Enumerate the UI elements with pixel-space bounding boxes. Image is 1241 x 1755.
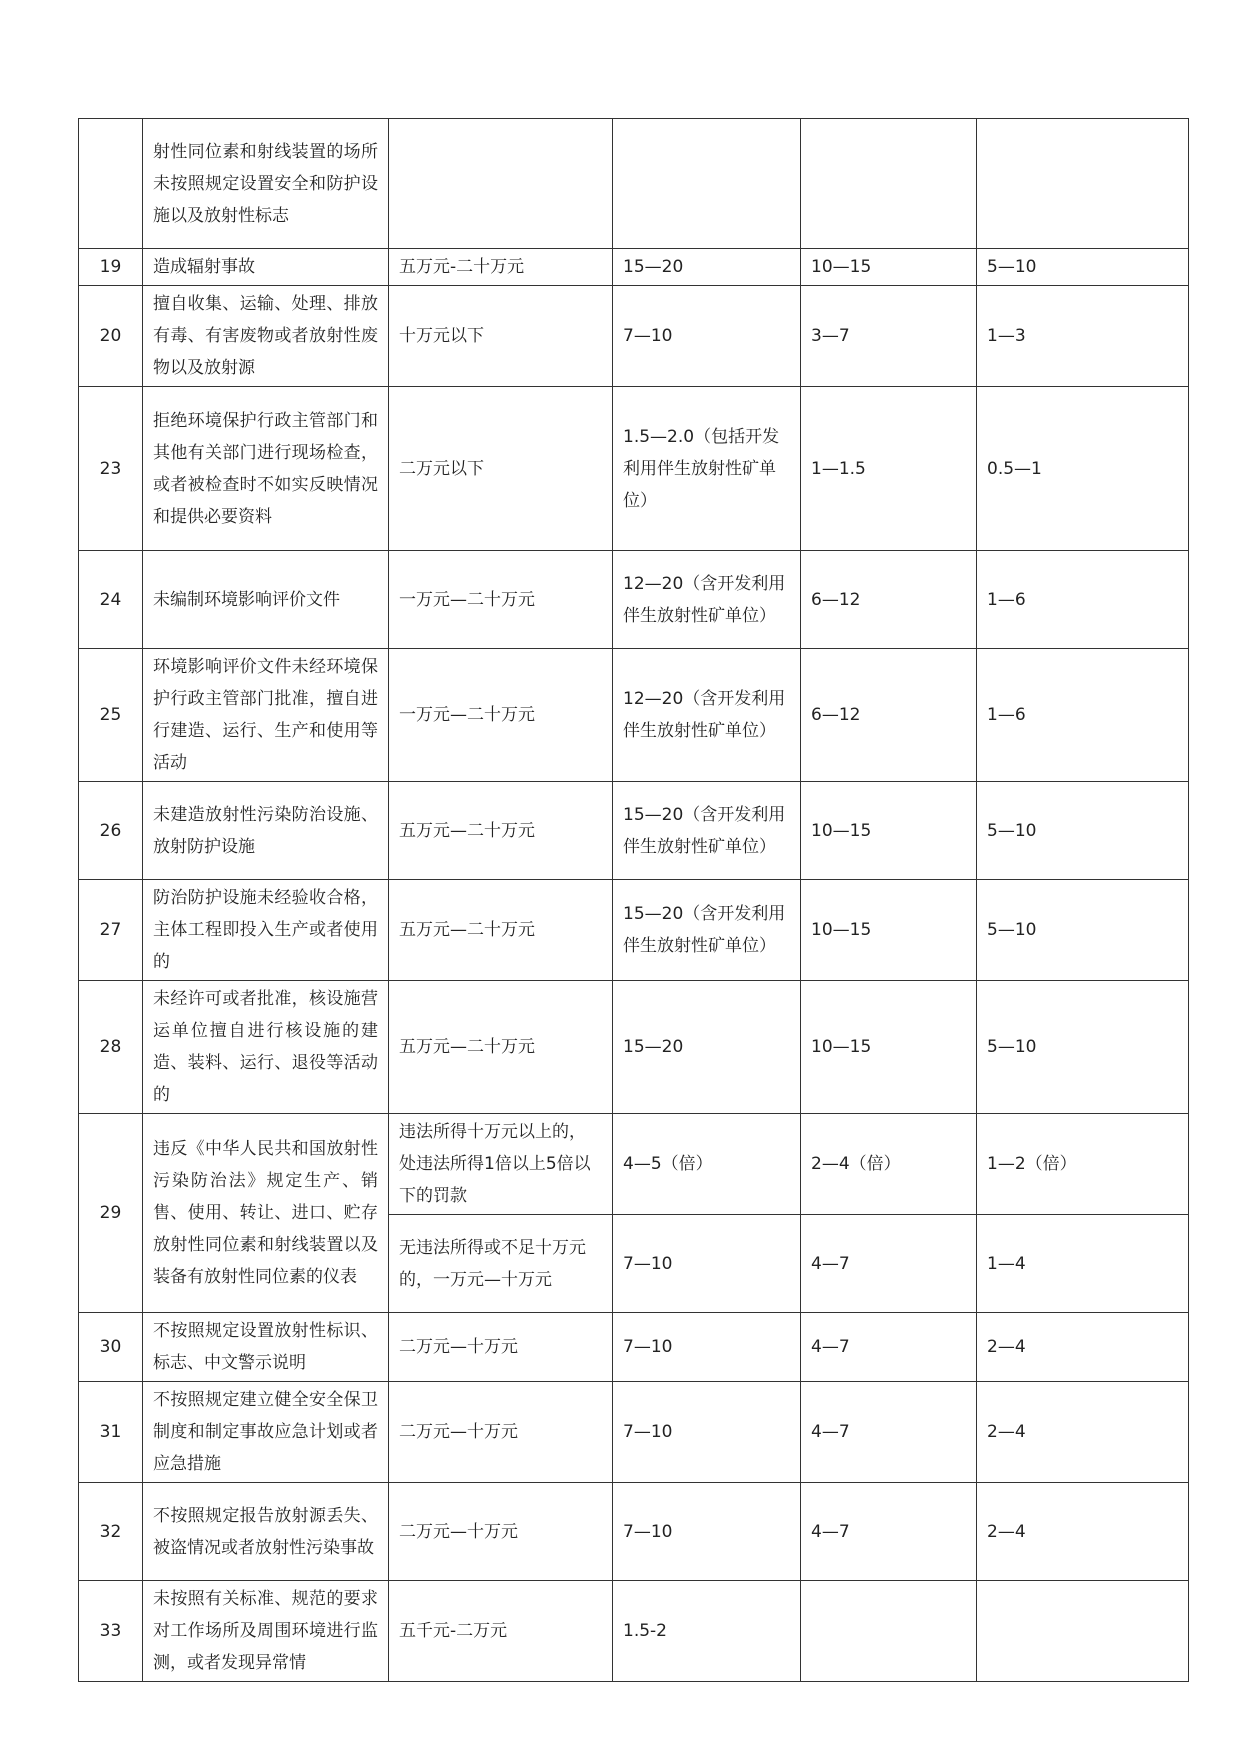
penalty-table (78, 118, 1189, 1682)
moderate-multiple: 10—15 (801, 981, 977, 1114)
minor-multiple: 5—10 (977, 880, 1189, 981)
minor-multiple: 5—10 (977, 782, 1189, 880)
fine-range: 二万元—十万元 (389, 1483, 613, 1581)
violation-description: 未经许可或者批准，核设施营运单位擅自进行核设施的建造、装料、运行、退役等活动的 (143, 981, 389, 1114)
row-number: 26 (79, 782, 143, 880)
moderate-multiple (801, 119, 977, 249)
severe-multiple: 7—10 (613, 1483, 801, 1581)
minor-multiple: 1—2（倍） (977, 1114, 1189, 1215)
table-row (79, 1382, 1189, 1483)
row-number: 19 (79, 249, 143, 286)
minor-multiple: 2—4 (977, 1313, 1189, 1382)
violation-description: 违反《中华人民共和国放射性污染防治法》规定生产、销售、使用、转让、进口、贮存放射性同位素和射线装置以及装备有放射性同位素的仪表 (143, 1114, 389, 1313)
table-row (79, 249, 1189, 286)
row-number (79, 119, 143, 249)
row-number: 23 (79, 387, 143, 551)
row-number: 29 (79, 1114, 143, 1313)
moderate-multiple: 6—12 (801, 551, 977, 649)
moderate-multiple: 10—15 (801, 880, 977, 981)
severe-multiple: 1.5-2 (613, 1581, 801, 1682)
violation-description: 射性同位素和射线装置的场所未按照规定设置安全和防护设施以及放射性标志 (143, 119, 389, 249)
row-number: 25 (79, 649, 143, 782)
minor-multiple: 1—6 (977, 551, 1189, 649)
minor-multiple: 2—4 (977, 1382, 1189, 1483)
fine-range: 十万元以下 (389, 286, 613, 387)
severe-multiple: 1.5—2.0（包括开发利用伴生放射性矿单位） (613, 387, 801, 551)
moderate-multiple: 1—1.5 (801, 387, 977, 551)
severe-multiple: 12—20（含开发利用伴生放射性矿单位） (613, 551, 801, 649)
violation-description: 擅自收集、运输、处理、排放有毒、有害废物或者放射性废物以及放射源 (143, 286, 389, 387)
fine-range: 一万元—二十万元 (389, 551, 613, 649)
severe-multiple: 15—20（含开发利用伴生放射性矿单位） (613, 782, 801, 880)
table-row (79, 981, 1189, 1114)
minor-multiple: 5—10 (977, 249, 1189, 286)
minor-multiple: 1—6 (977, 649, 1189, 782)
violation-description: 未建造放射性污染防治设施、放射防护设施 (143, 782, 389, 880)
violation-description: 防治防护设施未经验收合格，主体工程即投入生产或者使用的 (143, 880, 389, 981)
severe-multiple (613, 119, 801, 249)
fine-range: 五万元-二十万元 (389, 249, 613, 286)
table-row (79, 286, 1189, 387)
violation-description: 环境影响评价文件未经环境保护行政主管部门批准，擅自进行建造、运行、生产和使用等活动 (143, 649, 389, 782)
minor-multiple: 1—4 (977, 1215, 1189, 1313)
table-row (79, 1313, 1189, 1382)
table-row (79, 551, 1189, 649)
fine-range: 二万元—十万元 (389, 1313, 613, 1382)
moderate-multiple (801, 1581, 977, 1682)
severe-multiple: 7—10 (613, 286, 801, 387)
moderate-multiple: 4—7 (801, 1382, 977, 1483)
table-row (79, 649, 1189, 782)
minor-multiple (977, 119, 1189, 249)
table-row (79, 782, 1189, 880)
fine-range: 五千元-二万元 (389, 1581, 613, 1682)
fine-range: 五万元—二十万元 (389, 981, 613, 1114)
minor-multiple: 5—10 (977, 981, 1189, 1114)
fine-range: 无违法所得或不足十万元的，一万元—十万元 (389, 1215, 613, 1313)
table-row (79, 119, 1189, 249)
fine-range: 五万元—二十万元 (389, 782, 613, 880)
fine-range (389, 119, 613, 249)
row-number: 31 (79, 1382, 143, 1483)
minor-multiple: 1—3 (977, 286, 1189, 387)
moderate-multiple: 10—15 (801, 782, 977, 880)
moderate-multiple: 2—4（倍） (801, 1114, 977, 1215)
fine-range: 一万元—二十万元 (389, 649, 613, 782)
moderate-multiple: 4—7 (801, 1215, 977, 1313)
moderate-multiple: 4—7 (801, 1313, 977, 1382)
violation-description: 未编制环境影响评价文件 (143, 551, 389, 649)
row-number: 24 (79, 551, 143, 649)
violation-description: 拒绝环境保护行政主管部门和其他有关部门进行现场检查，或者被检查时不如实反映情况和提供必要资料 (143, 387, 389, 551)
severe-multiple: 7—10 (613, 1382, 801, 1483)
severe-multiple: 15—20 (613, 249, 801, 286)
severe-multiple: 7—10 (613, 1313, 801, 1382)
table-row (79, 1581, 1189, 1682)
severe-multiple: 12—20（含开发利用伴生放射性矿单位） (613, 649, 801, 782)
moderate-multiple: 6—12 (801, 649, 977, 782)
violation-description: 造成辐射事故 (143, 249, 389, 286)
table-row (79, 387, 1189, 551)
minor-multiple: 0.5—1 (977, 387, 1189, 551)
fine-range: 二万元以下 (389, 387, 613, 551)
severe-multiple: 15—20（含开发利用伴生放射性矿单位） (613, 880, 801, 981)
violation-description: 未按照有关标准、规范的要求对工作场所及周围环境进行监测，或者发现异常情 (143, 1581, 389, 1682)
row-number: 27 (79, 880, 143, 981)
row-number: 28 (79, 981, 143, 1114)
severe-multiple: 15—20 (613, 981, 801, 1114)
violation-description: 不按照规定设置放射性标识、标志、中文警示说明 (143, 1313, 389, 1382)
moderate-multiple: 3—7 (801, 286, 977, 387)
table-row (79, 1114, 1189, 1215)
row-number: 32 (79, 1483, 143, 1581)
fine-range: 二万元—十万元 (389, 1382, 613, 1483)
moderate-multiple: 4—7 (801, 1483, 977, 1581)
fine-range: 违法所得十万元以上的，处违法所得1倍以上5倍以下的罚款 (389, 1114, 613, 1215)
row-number: 33 (79, 1581, 143, 1682)
minor-multiple (977, 1581, 1189, 1682)
table-row (79, 1483, 1189, 1581)
row-number: 30 (79, 1313, 143, 1382)
minor-multiple: 2—4 (977, 1483, 1189, 1581)
table-row (79, 880, 1189, 981)
severe-multiple: 7—10 (613, 1215, 801, 1313)
moderate-multiple: 10—15 (801, 249, 977, 286)
fine-range: 五万元—二十万元 (389, 880, 613, 981)
row-number: 20 (79, 286, 143, 387)
violation-description: 不按照规定报告放射源丢失、被盗情况或者放射性污染事故 (143, 1483, 389, 1581)
violation-description: 不按照规定建立健全安全保卫制度和制定事故应急计划或者应急措施 (143, 1382, 389, 1483)
severe-multiple: 4—5（倍） (613, 1114, 801, 1215)
